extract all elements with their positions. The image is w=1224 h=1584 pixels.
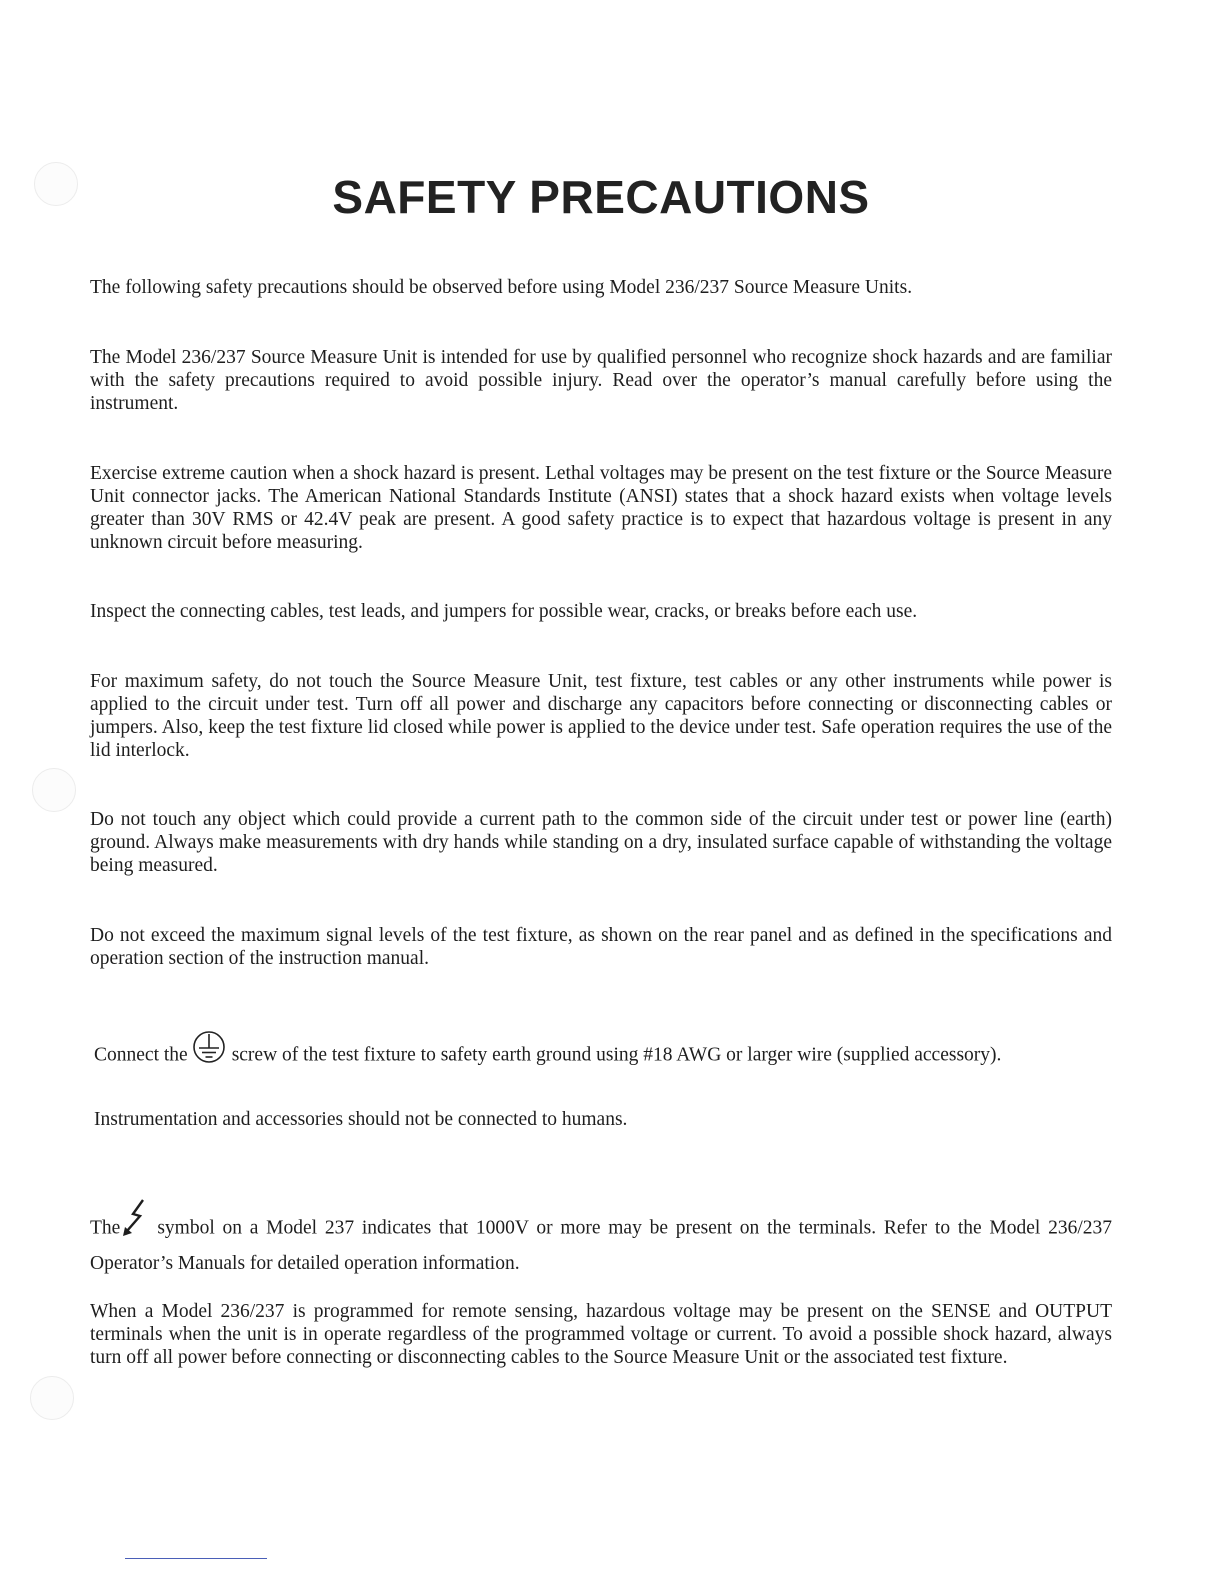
ground-text-before: Connect the [94,1044,188,1066]
paragraph-intro: The following safety precautions should be observed before using Model 236/237 Source Measure Units. [90,277,913,298]
symbol-text-before: The [90,1217,121,1239]
paragraph-remote-sensing: When a Model 236/237 is programmed for remote sensing, hazardous voltage may be present on the SENSE and OUTPUT terminals when the unit is in operate regardless of the programmed voltage or current. To avoid a possible shock hazard, always turn off all power before connecting or disconnecting cables to the Source Measure Unit or the associated test fixture. [90,1301,1112,1368]
lightning-bolt-icon [121,1198,149,1244]
ground-icon [192,1030,226,1070]
paragraph-maximum-safety: For maximum safety, do not touch the Source Measure Unit, test fixture, test cables or any other instruments while power is applied to the circuit under test. Turn off all power and discharge any capacitors before connecting or disconnecting cables or jumpers. Also, keep the test fixture lid closed while power is applied to the device under test. Safe operation requires the use of the lid interlock. [90,671,1112,761]
paragraph-inspect-cables: Inspect the connecting cables, test leads, and jumpers for possible wear, cracks, or breaks before each use. [90,601,918,622]
paragraph-earth-ground [94,1036,1112,1076]
paragraph-qualified-personnel: The Model 236/237 Source Measure Unit is intended for use by qualified personnel who recognize shock hazards and are familiar with the safety precautions required to avoid possible injury. Read over the operator’s manual carefully before using the instrument. [90,347,1112,414]
paragraph-humans: Instrumentation and accessories should not be connected to humans. [94,1109,628,1130]
paragraph-high-voltage-symbol [90,1206,1112,1275]
ground-text-after: screw of the test fixture to safety earth ground using #18 AWG or larger wire (supplied accessory). [231,1044,1002,1066]
page-title: SAFETY PRECAUTIONS [332,171,870,223]
paragraph-current-path: Do not touch any object which could provide a current path to the common side of the circuit under test or power line (earth) ground. Always make measurements with dry hands while standing on a dry, insulated surface capable of withstanding the voltage being measured. [90,809,1112,876]
paragraph-shock-hazard: Exercise extreme caution when a shock hazard is present. Lethal voltages may be present on the test fixture or the Source Measure Unit connector jacks. The American National Standards Institute (ANSI) states that a shock hazard exists when voltage levels greater than 30V RMS or 42.4V peak are present. A good safety practice is to expect that hazardous voltage is present in any unknown circuit before measuring. [90,463,1112,553]
punch-hole-middle [32,768,76,812]
paragraph-signal-levels: Do not exceed the maximum signal levels of the test fixture, as shown on the rear panel and as defined in the specifications and operation section of the instruction manual. [90,925,1112,969]
symbol-text-after: symbol on a Model 237 indicates that 1000V or more may be present on the terminals. Refer to the Model 236/237 Operator’s Manuals for detailed operation information. [90,1217,1112,1274]
footer-rule [125,1558,267,1559]
punch-hole-bottom [30,1376,74,1420]
